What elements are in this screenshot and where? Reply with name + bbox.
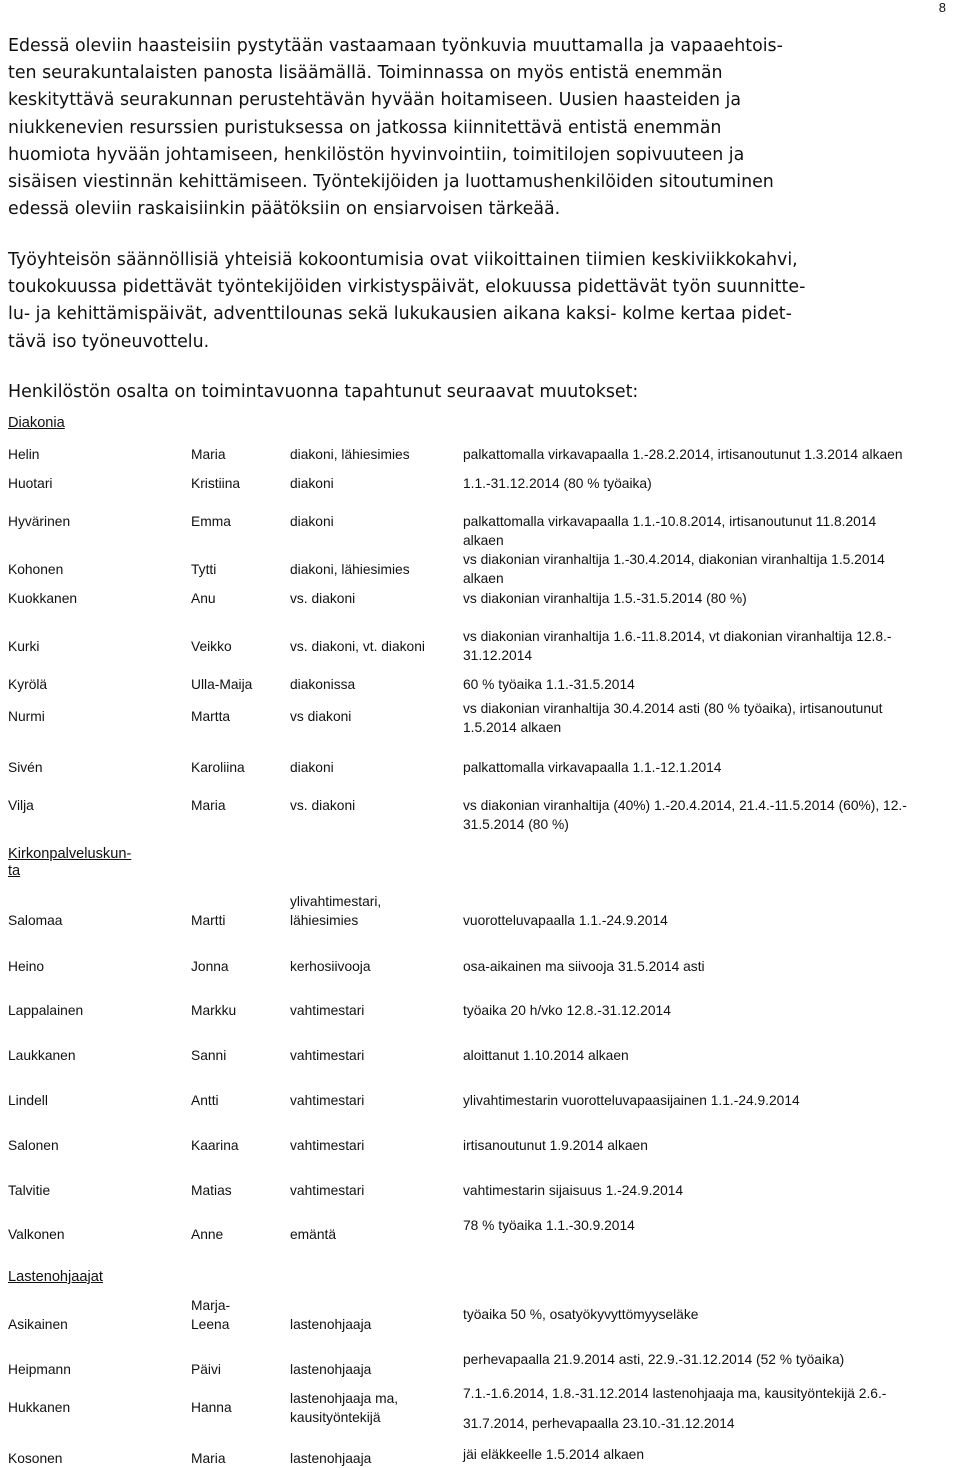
title-cell: diakoni bbox=[290, 760, 334, 775]
firstname-cell: Marja- Leena bbox=[191, 1298, 231, 1332]
page-number: 8 bbox=[938, 0, 946, 15]
surname-cell: Kurki bbox=[8, 639, 40, 654]
firstname-cell: Emma bbox=[191, 514, 231, 529]
surname-cell: Salomaa bbox=[8, 913, 63, 928]
surname-cell: Asikainen bbox=[8, 1317, 68, 1332]
note-cell: vs diakonian viranhaltija 1.5.-31.5.2014 (80 %) bbox=[463, 591, 747, 606]
firstname-cell: Hanna bbox=[191, 1400, 232, 1415]
title-cell: lastenohjaaja bbox=[290, 1317, 372, 1332]
note-cell: palkattomalla virkavapaalla 1.1.-12.1.2014 bbox=[463, 760, 722, 775]
firstname-cell: Kristiina bbox=[191, 476, 241, 491]
surname-cell: Valkonen bbox=[8, 1227, 65, 1242]
firstname-cell: Martta bbox=[191, 709, 231, 724]
surname-cell: Lindell bbox=[8, 1093, 48, 1108]
note-cell: palkattomalla virkavapaalla 1.-28.2.2014, irtisanoutunut 1.3.2014 alkaen bbox=[463, 447, 903, 462]
title-cell: diakoni, lähiesimies bbox=[290, 562, 410, 577]
meetings-paragraph bbox=[8, 247, 896, 356]
title-cell: lastenohjaaja bbox=[290, 1451, 372, 1466]
section-kirkonpalveluskunta-line1: Kirkonpalveluskun- bbox=[8, 846, 132, 862]
firstname-cell: Anu bbox=[191, 591, 216, 606]
surname-cell: Kuokkanen bbox=[8, 591, 78, 606]
firstname-cell: Maria bbox=[191, 447, 226, 462]
note-cell: vahtimestarin sijaisuus 1.-24.9.2014 bbox=[463, 1183, 684, 1198]
note-cell: vs diakonian viranhaltija 30.4.2014 asti (80 % työaika), irtisanoutunut 1.5.2014 alkaen bbox=[463, 701, 883, 735]
note-cell: jäi eläkkeelle 1.5.2014 alkaen bbox=[463, 1447, 645, 1462]
title-cell: vahtimestari bbox=[290, 1183, 365, 1198]
title-cell: vahtimestari bbox=[290, 1048, 365, 1063]
title-cell: lastenohjaaja ma, kausityöntekijä bbox=[290, 1391, 399, 1425]
note-cell: 60 % työaika 1.1.-31.5.2014 bbox=[463, 677, 635, 692]
surname-cell: Sivén bbox=[8, 760, 43, 775]
firstname-cell: Veikko bbox=[191, 639, 232, 654]
firstname-cell: Martti bbox=[191, 913, 226, 928]
firstname-cell: Matias bbox=[191, 1183, 232, 1198]
section-lastenohjaajat: Lastenohjaajat bbox=[8, 1269, 103, 1285]
note-cell: työaika 50 %, osatyökyvyttömyyseläke bbox=[463, 1307, 699, 1322]
title-cell: lastenohjaaja bbox=[290, 1362, 372, 1377]
surname-cell: Hukkanen bbox=[8, 1400, 71, 1415]
firstname-cell: Maria bbox=[191, 1451, 226, 1466]
meetings-paragraph-line: Työyhteisön säännöllisiä yhteisiä kokoontumisia ovat viikoittainen tiimien keskiviikkokahvi, bbox=[8, 250, 798, 270]
note-cell: vuorotteluvapaalla 1.1.-24.9.2014 bbox=[463, 913, 668, 928]
intro-paragraph-line: keskityttävä seurakunnan perustehtävän hyvään hoitamiseen. Uusien haasteiden ja bbox=[8, 90, 742, 111]
title-cell: diakonissa bbox=[290, 677, 356, 692]
note-cell: 1.1.-31.12.2014 (80 % työaika) bbox=[463, 476, 652, 491]
surname-cell: Hyvärinen bbox=[8, 514, 71, 529]
firstname-cell: Markku bbox=[191, 1003, 237, 1018]
firstname-cell: Ulla-Maija bbox=[191, 677, 253, 692]
title-cell: vs. diakoni bbox=[290, 591, 356, 606]
note-cell: ylivahtimestarin vuorotteluvapaasijainen 1.1.-24.9.2014 bbox=[463, 1093, 800, 1108]
firstname-cell: Maria bbox=[191, 798, 226, 813]
intro-paragraph-line: niukkenevien resurssien puristuksessa on jatkossa kiinnitettävä entistä enemmän bbox=[8, 117, 722, 138]
firstname-cell: Anne bbox=[191, 1227, 224, 1242]
intro-paragraph-line: huomiota hyvään johtamiseen, henkilöstön hyvinvointiin, toimitilojen sopivuuteen ja bbox=[8, 144, 745, 165]
surname-cell: Helin bbox=[8, 447, 40, 462]
section-kirkonpalveluskunta bbox=[8, 846, 173, 880]
title-cell: vs. diakoni, vt. diakoni bbox=[290, 639, 425, 654]
note-cell: vs diakonian viranhaltija 1.-30.4.2014, diakonian viranhaltija 1.5.2014 alkaen bbox=[463, 552, 885, 586]
firstname-cell: Jonna bbox=[191, 959, 229, 974]
surname-cell: Nurmi bbox=[8, 709, 45, 724]
intro-paragraph-line: sisäisen viestinnän kehittämiseen. Työntekijöiden ja luottamushenkilöiden sitoutuminen bbox=[8, 172, 774, 193]
surname-cell: Salonen bbox=[8, 1138, 59, 1153]
title-cell: kerhosiivooja bbox=[290, 959, 371, 974]
title-cell: vahtimestari bbox=[290, 1003, 365, 1018]
title-cell: diakoni, lähiesimies bbox=[290, 447, 410, 462]
intro-paragraph-line: ten seurakuntalaisten panosta lisäämällä. Toiminnassa on myös entistä enemmän bbox=[8, 63, 723, 84]
note-cell: irtisanoutunut 1.9.2014 alkaen bbox=[463, 1138, 648, 1153]
section-diakonia: Diakonia bbox=[8, 415, 65, 431]
title-cell: vahtimestari bbox=[290, 1138, 365, 1153]
surname-cell: Talvitie bbox=[8, 1183, 51, 1198]
meetings-paragraph-line: toukokuussa pidettävät työntekijöiden virkistyspäivät, elokuussa pidettävät työn suunnitte- bbox=[8, 277, 806, 298]
surname-cell: Laukkanen bbox=[8, 1048, 76, 1063]
firstname-cell: Päivi bbox=[191, 1362, 221, 1377]
note-cell: aloittanut 1.10.2014 alkaen bbox=[463, 1048, 629, 1063]
surname-cell: Vilja bbox=[8, 798, 34, 813]
surname-cell: Heipmann bbox=[8, 1362, 71, 1377]
note-cell: 7.1.-1.6.2014, 1.8.-31.12.2014 lastenohjaaja ma, kausityöntekijä 2.6.- 31.7.2014, perhevapaalla 23.10.-31.12.2014 bbox=[463, 1386, 887, 1431]
surname-cell: Kosonen bbox=[8, 1451, 63, 1466]
firstname-cell: Sanni bbox=[191, 1048, 227, 1063]
title-cell: vahtimestari bbox=[290, 1093, 365, 1108]
title-cell: diakoni bbox=[290, 514, 334, 529]
intro-paragraph-line: Edessä oleviin haasteisiin pystytään vastaamaan työnkuvia muuttamalla ja vapaaehtois- bbox=[8, 36, 783, 56]
surname-cell: Lappalainen bbox=[8, 1003, 84, 1018]
surname-cell: Huotari bbox=[8, 476, 53, 491]
note-cell: palkattomalla virkavapaalla 1.1.-10.8.2014, irtisanoutunut 11.8.2014 alkaen bbox=[463, 514, 877, 548]
title-cell: diakoni bbox=[290, 476, 334, 491]
note-cell: työaika 20 h/vko 12.8.-31.12.2014 bbox=[463, 1003, 671, 1018]
surname-cell: Kohonen bbox=[8, 562, 64, 577]
surname-cell: Heino bbox=[8, 959, 45, 974]
note-cell: 78 % työaika 1.1.-30.9.2014 bbox=[463, 1218, 635, 1233]
meetings-paragraph-line: tävä iso työneuvottelu. bbox=[8, 331, 210, 352]
firstname-cell: Kaarina bbox=[191, 1138, 239, 1153]
surname-cell: Kyrölä bbox=[8, 677, 48, 692]
note-cell: perhevapaalla 21.9.2014 asti, 22.9.-31.12.2014 (52 % työaika) bbox=[463, 1352, 845, 1367]
firstname-cell: Antti bbox=[191, 1093, 219, 1108]
changes-heading: Henkilöstön osalta on toimintavuonna tapahtunut seuraavat muutokset: bbox=[8, 382, 639, 402]
note-cell: osa-aikainen ma siivooja 31.5.2014 asti bbox=[463, 959, 705, 974]
title-cell: vs diakoni bbox=[290, 709, 352, 724]
intro-paragraph bbox=[8, 33, 896, 223]
firstname-cell: Tytti bbox=[191, 562, 217, 577]
firstname-cell: Karoliina bbox=[191, 760, 245, 775]
meetings-paragraph-line: lu- ja kehittämispäivät, adventtilounas sekä lukukausien aikana kaksi- kolme kertaa pidet- bbox=[8, 304, 792, 325]
note-cell: vs diakonian viranhaltija 1.6.-11.8.2014, vt diakonian viranhaltija 12.8.- 31.12.2014 bbox=[463, 629, 892, 663]
title-cell: emäntä bbox=[290, 1227, 337, 1242]
title-cell: vs. diakoni bbox=[290, 798, 356, 813]
intro-paragraph-line: edessä oleviin raskaisiinkin päätöksiin on ensiarvoisen tärkeää. bbox=[8, 199, 561, 220]
title-cell: ylivahtimestari, lähiesimies bbox=[290, 894, 382, 928]
section-kirkonpalveluskunta-line2: ta bbox=[8, 863, 21, 879]
note-cell: vs diakonian viranhaltija (40%) 1.-20.4.2014, 21.4.-11.5.2014 (60%), 12.- 31.5.2014 (80 %) bbox=[463, 798, 907, 832]
